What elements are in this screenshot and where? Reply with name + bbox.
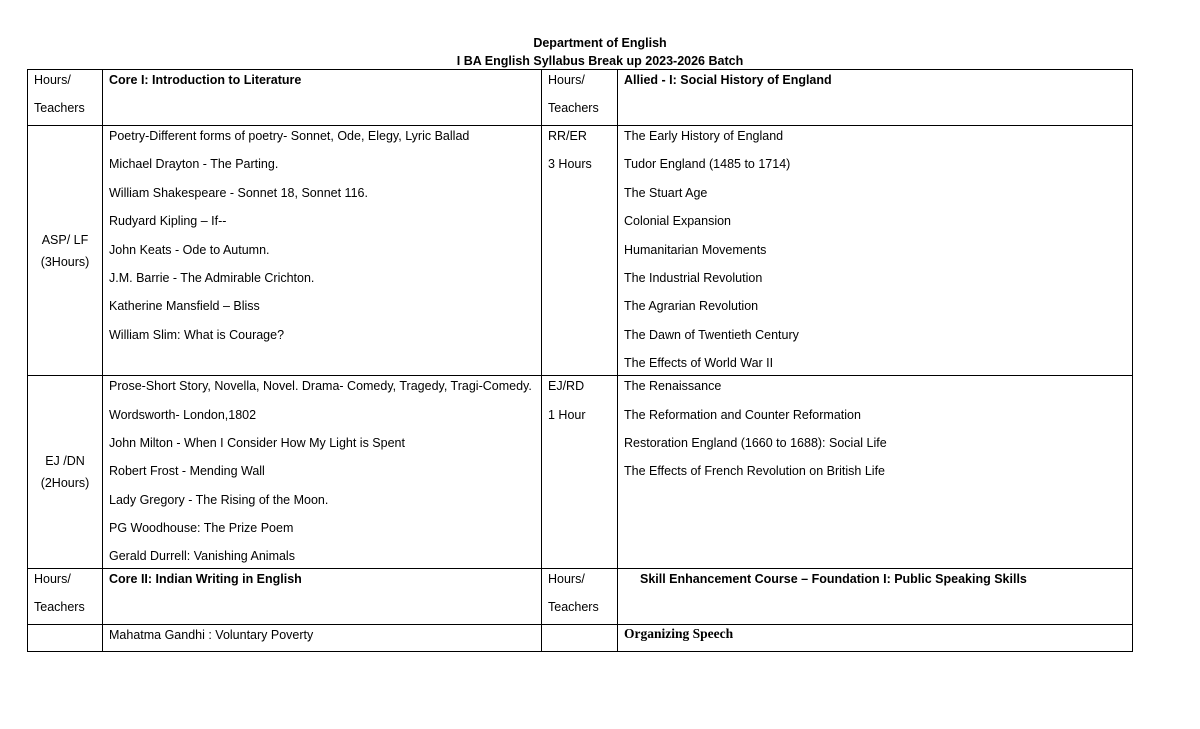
list-item: Colonial Expansion: [624, 214, 732, 229]
hours-label: Hours/: [34, 73, 71, 87]
list-item: The Effects of French Revolution on British Life: [624, 464, 886, 479]
teacher-cell-2: [542, 126, 618, 376]
list-item: Wordsworth- London,1802: [109, 407, 257, 422]
empty-cell: [28, 625, 103, 652]
skill-course-title: Skill Enhancement Course – Foundation I: Public Speaking Skills: [640, 572, 1027, 587]
teachers-label-2: Teachers: [548, 101, 599, 115]
list-item: Katherine Mansfield – Bliss: [109, 299, 260, 314]
list-item: Mahatma Gandhi : Voluntary Poverty: [109, 628, 314, 643]
teacher-cell-2: [542, 376, 618, 569]
table-header-row: [28, 70, 1133, 126]
list-item: Robert Frost - Mending Wall: [109, 464, 265, 479]
core-1-topics: [103, 126, 542, 376]
list-item: Poetry-Different forms of poetry- Sonnet, Ode, Elegy, Lyric Ballad: [109, 129, 470, 143]
list-item: The Early History of England: [624, 129, 784, 143]
allied-1-header: [618, 70, 1133, 126]
list-item: Restoration England (1660 to 1688): Social Life: [624, 435, 887, 450]
document-title: Department of English: [533, 36, 667, 50]
core-2-topics: [103, 625, 542, 652]
teacher-hours: (3Hours): [40, 254, 90, 269]
teacher-cell: [28, 126, 103, 376]
list-item: John Keats - Ode to Autumn.: [109, 242, 270, 257]
allied-1-title: Allied - I: Social History of England: [624, 73, 832, 87]
list-item: PG Woodhouse: The Prize Poem: [109, 521, 294, 536]
table-row: [28, 126, 1133, 376]
teacher-code: RR/ER: [548, 129, 587, 143]
list-item: Tudor England (1485 to 1714): [624, 157, 791, 172]
core-1-header: [103, 70, 542, 126]
teacher-hours: 3 Hours: [548, 157, 592, 172]
list-item: Gerald Durrell: Vanishing Animals: [109, 549, 295, 564]
teacher-cell: [28, 376, 103, 569]
hours-teachers-header: [28, 70, 103, 126]
list-item: Humanitarian Movements: [624, 242, 767, 257]
core-1-topics-2: [103, 376, 542, 569]
list-item: Prose-Short Story, Novella, Novel. Drama- Comedy, Tragedy, Tragi-Comedy.: [109, 379, 532, 394]
hours-label-2: Hours/: [548, 73, 585, 87]
list-item: Organizing Speech: [624, 626, 734, 642]
core-2-title: Core II: Indian Writing in English: [109, 572, 302, 587]
hours-teachers-header-2: [542, 70, 618, 126]
list-item: William Slim: What is Courage?: [109, 327, 285, 342]
teacher-code: ASP/ LF: [41, 232, 89, 247]
skill-course-topics: [618, 625, 1133, 652]
teacher-code: EJ/RD: [548, 379, 585, 394]
table-header-row-2: [28, 569, 1133, 625]
allied-1-topics: [618, 126, 1133, 376]
table-row: [28, 625, 1133, 652]
list-item: William Shakespeare - Sonnet 18, Sonnet 116.: [109, 185, 368, 200]
skill-course-header: [618, 569, 1133, 625]
list-item: Michael Drayton - The Parting.: [109, 157, 279, 172]
list-item: J.M. Barrie - The Admirable Crichton.: [109, 270, 315, 285]
list-item: The Renaissance: [624, 379, 722, 394]
hours-label: Hours/: [34, 572, 71, 587]
list-item: The Dawn of Twentieth Century: [624, 327, 799, 342]
core-1-title: Core I: Introduction to Literature: [109, 73, 302, 87]
teacher-hours: 1 Hour: [548, 407, 586, 422]
teacher-hours: (2Hours): [40, 476, 90, 491]
list-item: The Effects of World War II: [624, 356, 774, 371]
teachers-label-2: Teachers: [548, 600, 599, 615]
list-item: The Agrarian Revolution: [624, 299, 759, 314]
hours-teachers-header-2: [542, 569, 618, 625]
list-item: Rudyard Kipling – If--: [109, 214, 227, 229]
empty-cell: [542, 625, 618, 652]
hours-teachers-header: [28, 569, 103, 625]
table-row: [28, 376, 1133, 569]
teachers-label: Teachers: [34, 600, 85, 615]
list-item: The Stuart Age: [624, 185, 708, 200]
list-item: John Milton - When I Consider How My Light is Spent: [109, 435, 405, 450]
list-item: Lady Gregory - The Rising of the Moon.: [109, 492, 329, 507]
list-item: The Industrial Revolution: [624, 270, 763, 285]
core-2-header: [103, 569, 542, 625]
document-subtitle: I BA English Syllabus Break up 2023-2026 Batch: [456, 54, 744, 68]
hours-label-2: Hours/: [548, 572, 585, 587]
teacher-code: EJ /DN: [45, 454, 85, 469]
syllabus-table: [27, 69, 1133, 652]
list-item: The Reformation and Counter Reformation: [624, 407, 861, 422]
teachers-label: Teachers: [34, 101, 85, 115]
allied-1-topics-2: [618, 376, 1133, 569]
